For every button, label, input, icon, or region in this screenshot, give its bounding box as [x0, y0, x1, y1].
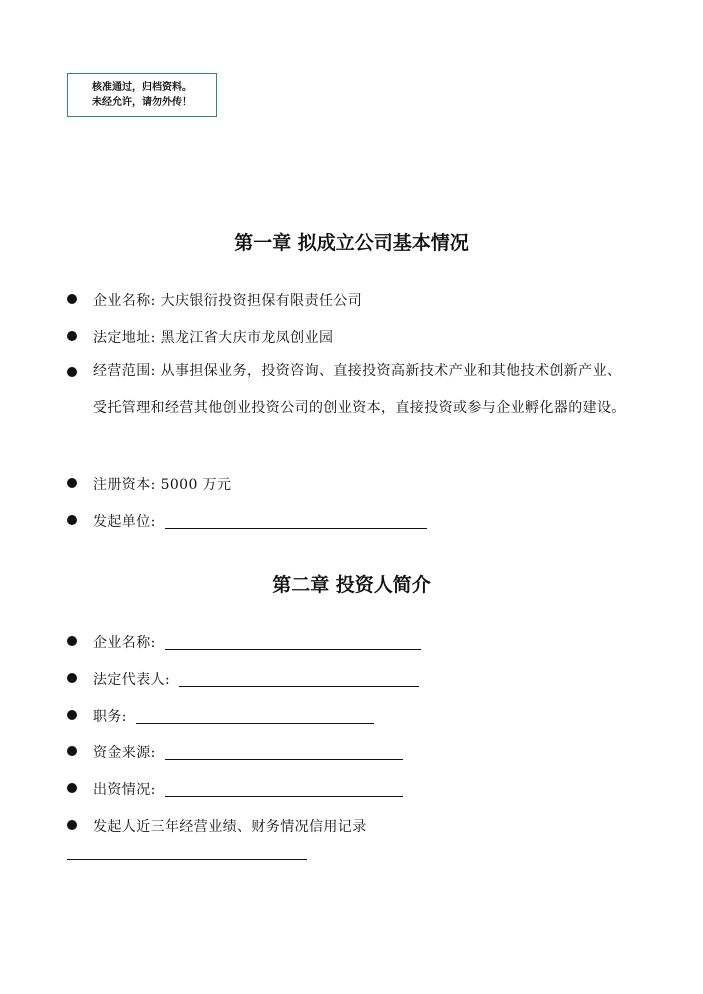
company-name-text: 企业名称: 大庆银衍投资担保有限责任公司 [93, 293, 363, 309]
business-scope-text: 经营范围: 从事担保业务，投资咨询、直接投资高新技术产业和其他技术创新产业、受托管理和经营其他创业投资公司的创业资本，直接投资或参与企业孵化器的建设。 [93, 363, 626, 416]
fund-source-blank [165, 745, 403, 760]
legal-address-text: 法定地址: 黑龙江省大庆市龙凤创业园 [93, 330, 334, 346]
bullet-icon [67, 294, 77, 304]
legal-representative-blank [179, 672, 419, 687]
approval-stamp [67, 73, 217, 117]
chapter-2-title: 第二章 投资人简介 [272, 574, 431, 596]
capital-contribution-blank [165, 782, 403, 797]
sponsor-record-text: 发起人近三年经营业绩、财务情况信用记录 [93, 819, 367, 835]
bullet-icon [67, 515, 77, 525]
bullet-icon [67, 820, 77, 830]
bullet-icon [67, 746, 77, 756]
sponsor-record-blank [67, 859, 307, 860]
bullet-icon [67, 783, 77, 793]
legal-representative-label: 法定代表人: [93, 672, 171, 688]
bullet-icon [67, 331, 77, 341]
investor-company-name-blank [165, 635, 421, 650]
sponsor-unit-blank [165, 514, 427, 529]
stamp-line-1: 核准通过，归档资料。 [92, 82, 192, 93]
capital-contribution-label: 出资情况: [93, 782, 156, 798]
stamp-line-2: 未经允许，请勿外传！ [92, 97, 192, 108]
bullet-icon [67, 636, 77, 646]
fund-source-label: 资金来源: [93, 745, 156, 761]
position-blank [136, 709, 374, 724]
bullet-icon [67, 478, 77, 488]
position-label: 职务: [93, 709, 127, 725]
bullet-icon [67, 673, 77, 683]
bullet-icon [67, 710, 77, 720]
bullet-icon [67, 367, 77, 377]
sponsor-unit-label: 发起单位: [93, 514, 156, 530]
registered-capital-text: 注册资本: 5000 万元 [93, 477, 232, 493]
investor-company-name-label: 企业名称: [93, 635, 156, 651]
chapter-1-title: 第一章 拟成立公司基本情况 [234, 232, 469, 254]
